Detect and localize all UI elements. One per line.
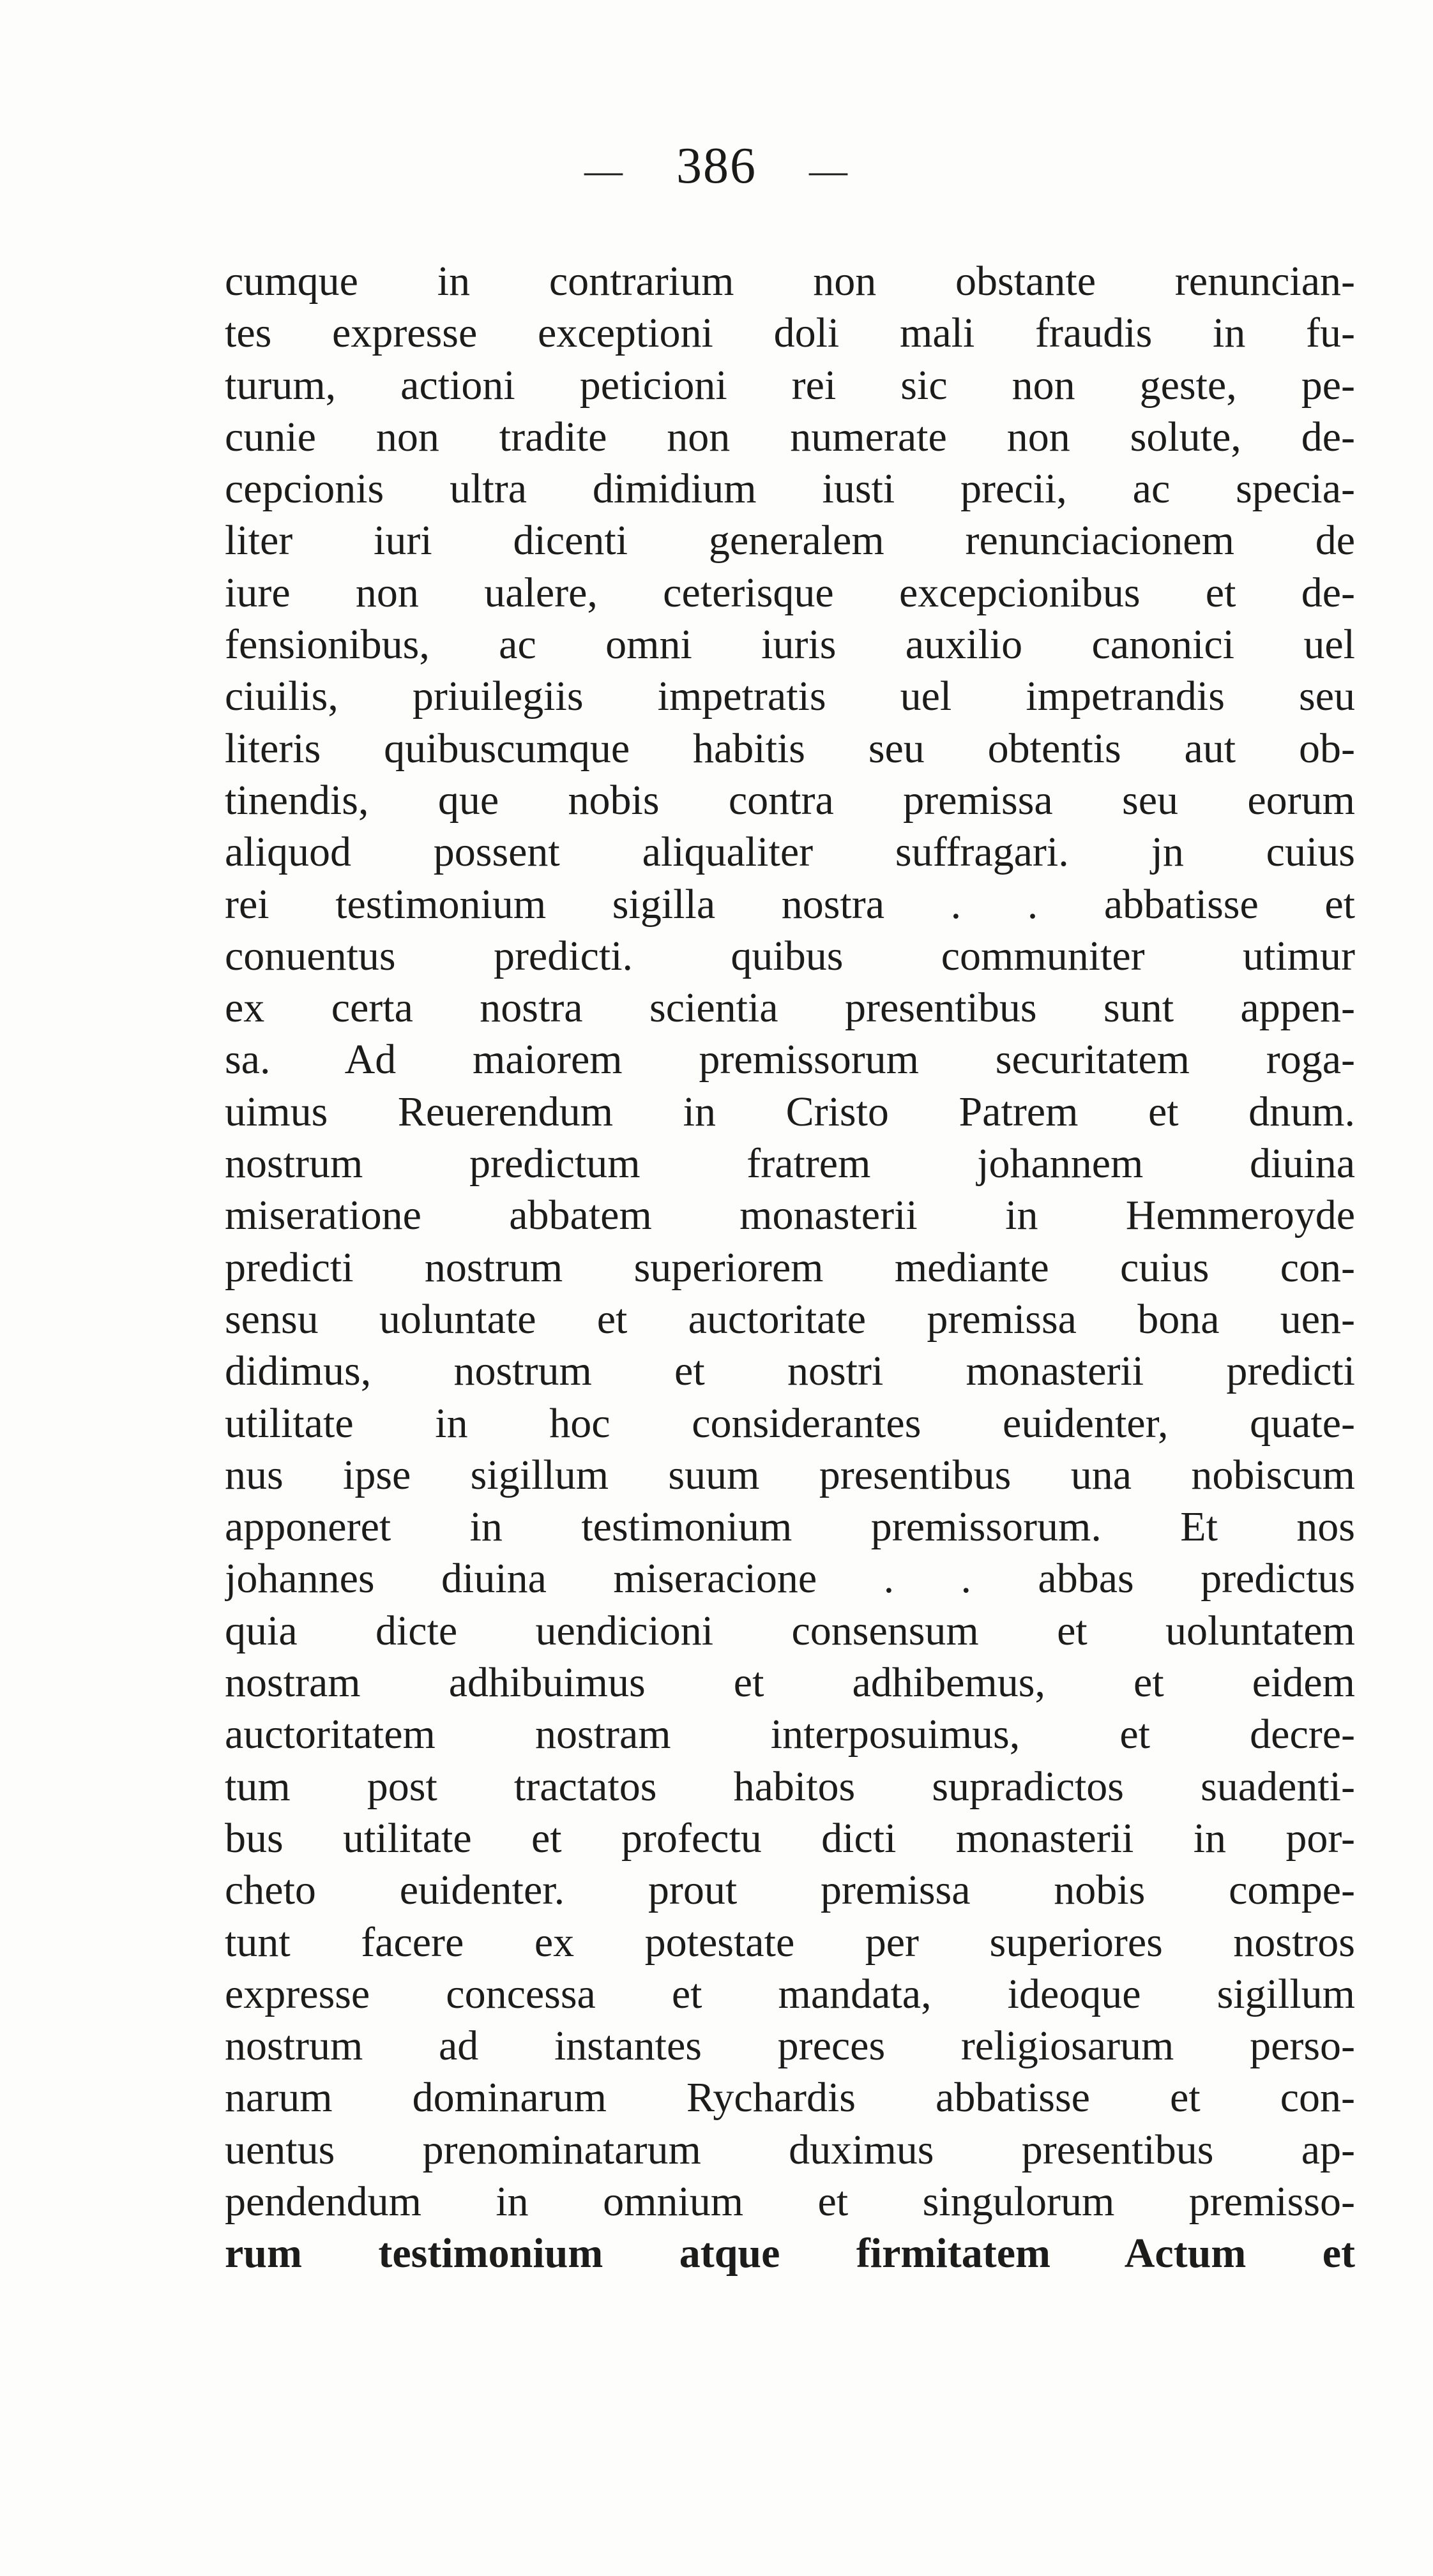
body-text: [225, 255, 1355, 2280]
text-line: cepcionis ultra dimidium iusti precii, ac specia-: [225, 465, 1355, 513]
text-line: ex certa nostra scientia presentibus sunt appen-: [225, 984, 1355, 1032]
text-line: predicti nostrum superiorem mediante cuius con-: [225, 1244, 1355, 1291]
text-line: aliquod possent aliqualiter suffragari. jn cuius: [225, 829, 1355, 876]
text-line: nus ipse sigillum suum presentibus una nobiscum: [225, 1451, 1355, 1498]
text-line: turum, actioni peticioni rei sic non geste, pe-: [225, 361, 1355, 409]
text-line: apponeret in testimonium premissorum. Et nos: [225, 1503, 1355, 1551]
text-line: conuentus predicti. quibus communiter utimur: [225, 932, 1355, 979]
text-line: pendendum in omnium et singulorum premisso-: [225, 2178, 1355, 2225]
text-line: sa. Ad maiorem premissorum securitatem roga-: [225, 1036, 1355, 1083]
text-line: auctoritatem nostram interposuimus, et decre-: [225, 1711, 1355, 1758]
text-line: rum testimonium atque firmitatem Actum et: [225, 2230, 1355, 2277]
text-line: utilitate in hoc considerantes euidenter, quate-: [225, 1399, 1355, 1447]
text-line: uentus prenominatarum duximus presentibus ap-: [225, 2126, 1355, 2173]
text-line: quia dicte uendicioni consensum et uoluntatem: [225, 1607, 1355, 1654]
text-line: tunt facere ex potestate per superiores nostros: [225, 1918, 1355, 1966]
text-line: rei testimonium sigilla nostra . . abbatisse et: [225, 880, 1355, 928]
page-number: 386: [676, 138, 757, 194]
text-line: fensionibus, ac omni iuris auxilio canonici uel: [225, 621, 1355, 668]
page-header: [0, 137, 1433, 195]
text-line: miseratione abbatem monasterii in Hemmeroyde: [225, 1192, 1355, 1239]
header-dash-left: —: [584, 149, 624, 192]
text-line: sensu uoluntate et auctoritate premissa bona uen-: [225, 1295, 1355, 1343]
text-line: ciuilis, priuilegiis impetratis uel impetrandis seu: [225, 673, 1355, 720]
text-line: liter iuri dicenti generalem renunciacionem de: [225, 517, 1355, 564]
text-line: nostrum ad instantes preces religiosarum perso-: [225, 2022, 1355, 2070]
text-line: tinendis, que nobis contra premissa seu eorum: [225, 776, 1355, 824]
text-line: expresse concessa et mandata, ideoque sigillum: [225, 1970, 1355, 2017]
text-line: cunie non tradite non numerate non solute, de-: [225, 413, 1355, 460]
text-line: cumque in contrarium non obstante renuncian-: [225, 258, 1355, 305]
text-line: tum post tractatos habitos supradictos suadenti-: [225, 1763, 1355, 1810]
text-line: didimus, nostrum et nostri monasterii predicti: [225, 1348, 1355, 1395]
text-line: tes expresse exceptioni doli mali fraudis in fu-: [225, 310, 1355, 357]
text-line: narum dominarum Rychardis abbatisse et con-: [225, 2074, 1355, 2121]
text-line: nostram adhibuimus et adhibemus, et eidem: [225, 1659, 1355, 1706]
text-line: literis quibuscumque habitis seu obtentis aut ob-: [225, 725, 1355, 772]
text-line: nostrum predictum fratrem johannem diuina: [225, 1140, 1355, 1187]
text-line: iure non ualere, ceterisque excepcionibus et de-: [225, 569, 1355, 616]
text-line: johannes diuina miseracione . . abbas predictus: [225, 1555, 1355, 1602]
text-line: uimus Reuerendum in Cristo Patrem et dnum.: [225, 1088, 1355, 1135]
text-line: bus utilitate et profectu dicti monasterii in por-: [225, 1814, 1355, 1862]
header-dash-right: —: [809, 149, 849, 192]
text-line: cheto euidenter. prout premissa nobis compe-: [225, 1867, 1355, 1914]
